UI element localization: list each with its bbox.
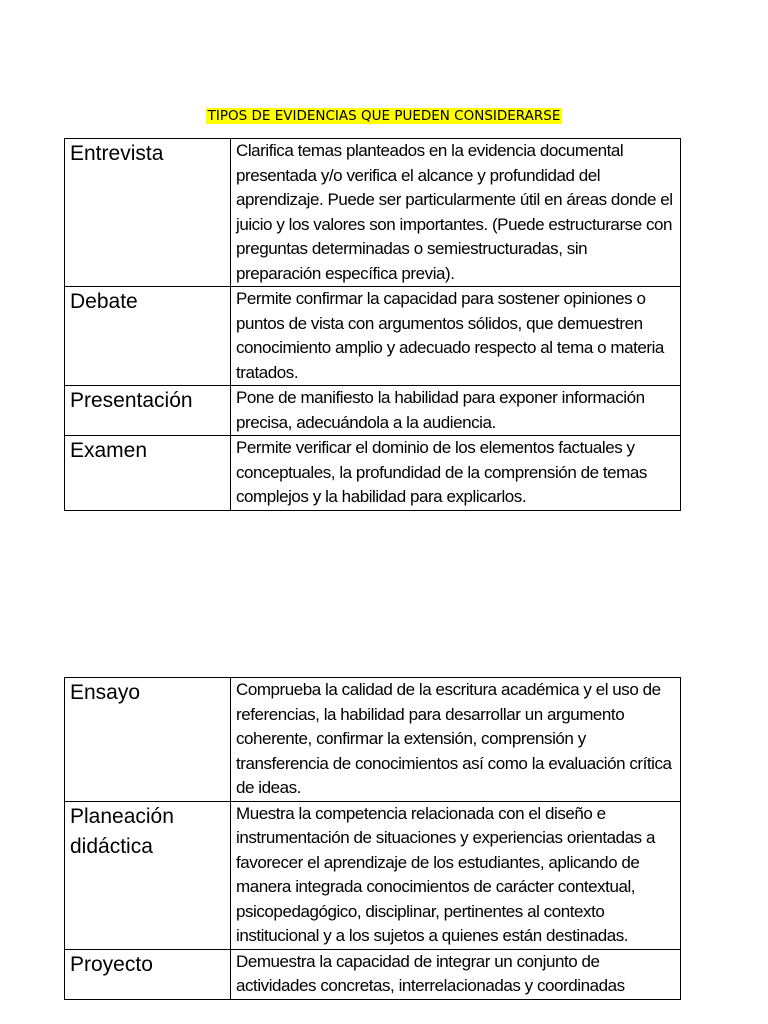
description-cell: Permite confirmar la capacidad para sostener opiniones o puntos de vista con argumentos sólidos, que demuestren conocimiento amplio y adecuado respecto al tema o materia tratados. bbox=[231, 287, 681, 386]
term-cell: Examen bbox=[65, 436, 231, 511]
description-cell: Comprueba la calidad de la escritura académica y el uso de referencias, la habilidad para desarrollar un argumento coherente, confirmar la extensión, comprensión y transferencia de conocimientos así como la evaluación crítica de ideas. bbox=[231, 678, 681, 802]
table-row bbox=[65, 287, 681, 386]
term-cell: Debate bbox=[65, 287, 231, 386]
table-row bbox=[65, 678, 681, 802]
term-cell: Entrevista bbox=[65, 139, 231, 287]
term-cell: Proyecto bbox=[65, 949, 231, 999]
description-cell: Pone de manifiesto la habilidad para exponer información precisa, adecuándola a la audiencia. bbox=[231, 386, 681, 436]
page-title-text: TIPOS DE EVIDENCIAS QUE PUEDEN CONSIDERARSE bbox=[207, 108, 561, 124]
evidence-table-2 bbox=[64, 677, 681, 1000]
description-cell: Demuestra la capacidad de integrar un conjunto de actividades concretas, interrelacionadas y coordinadas bbox=[231, 949, 681, 999]
table-row bbox=[65, 949, 681, 999]
term-cell: Planeación didáctica bbox=[65, 801, 231, 949]
table-row bbox=[65, 139, 681, 287]
table-row bbox=[65, 801, 681, 949]
table-row bbox=[65, 436, 681, 511]
description-cell: Permite verificar el dominio de los elementos factuales y conceptuales, la profundidad de la comprensión de temas complejos y la habilidad para explicarlos. bbox=[231, 436, 681, 511]
page-title bbox=[0, 106, 768, 126]
term-cell: Presentación bbox=[65, 386, 231, 436]
evidence-table-1 bbox=[64, 138, 681, 511]
description-cell: Clarifica temas planteados en la evidencia documental presentada y/o verifica el alcance y profundidad del aprendizaje. Puede ser particularmente útil en áreas donde el juicio y los valores son importantes. (Puede estructurarse con preguntas determinadas o semiestructuradas, sin preparación específica previa). bbox=[231, 139, 681, 287]
description-cell: Muestra la competencia relacionada con el diseño e instrumentación de situaciones y experiencias orientadas a favorecer el aprendizaje de los estudiantes, aplicando de manera integrada conocimientos de carácter contextual, psicopedagógico, disciplinar, pertinentes al contexto institucional y a los sujetos a quienes están destinadas. bbox=[231, 801, 681, 949]
table-row bbox=[65, 386, 681, 436]
term-cell: Ensayo bbox=[65, 678, 231, 802]
